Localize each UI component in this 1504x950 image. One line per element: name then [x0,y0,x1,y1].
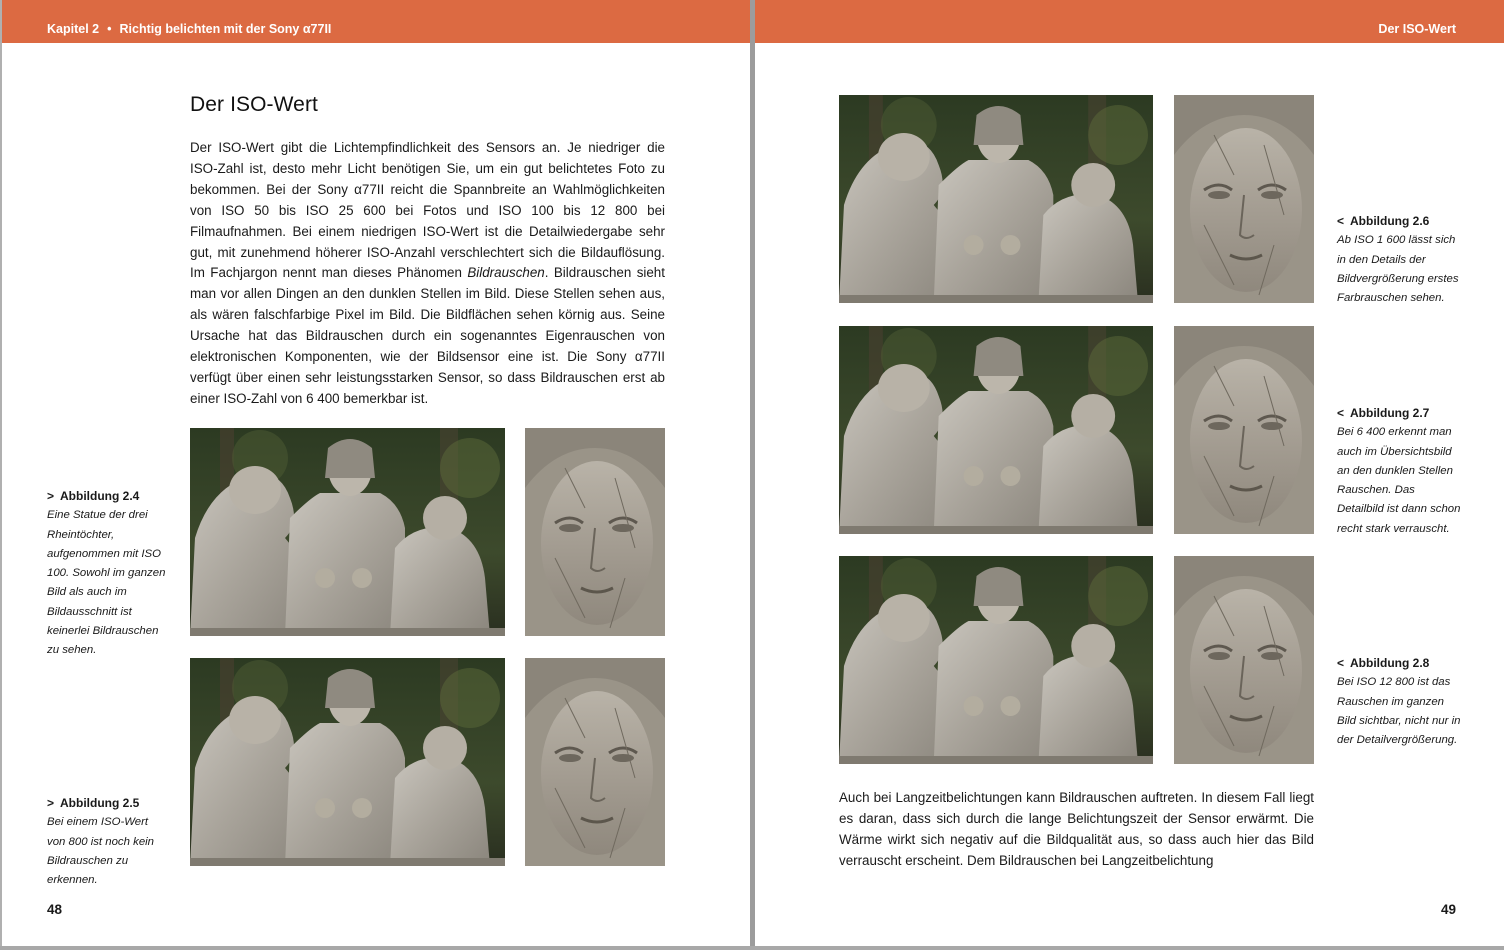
page-number-left: 48 [47,902,63,917]
caption-label-text: Abbildung 2.8 [1350,656,1430,670]
caption-marker: < [1337,214,1345,228]
caption-marker: < [1337,406,1345,420]
caption-label-text: Abbildung 2.6 [1350,214,1430,228]
right-page [755,0,1504,947]
figure-2-5-overview-photo [190,658,505,866]
caption-label [1337,654,1462,673]
chapter-title: Richtig belichten mit der Sony α77II [119,22,332,36]
figure-2-8-overview-photo [839,556,1153,764]
body-text-part: Der ISO-Wert gibt die Lichtempfindlichkeit des Sensors an. Je niedriger die ISO-Zahl ist, desto mehr Licht benötigen Sie, um ein gut belichtetes Foto zu bekommen. Bei der Sony α77II reicht die Spannbreite an Wahlmöglichkeiten von ISO 50 bis ISO 25 600 bei Fotos und ISO 100 bis 12 800 bei Filmaufnahmen. Bei einem niedrigen ISO-Wert ist die Detailwiedergabe sehr gut, mit zunehmend höherer ISO-Anzahl verschlechtert sich die Bildauflösung. Im Fachjargon nennt man dieses Phänomen [190,140,665,281]
body-text-part: . Bildrauschen sieht man vor allen Dingen an den dunklen Stellen im Bild. Diese Stellen sehen aus, als wären falschfarbige Pixel im Bild. Die Bildflächen sehen körnig aus. Seine Ursache hat das Bildrauschen durch ein sogenanntes Eigenrauschen von elektronischen Komponenten, wie der Bildsensor eine ist. Die Sony α77II verfügt über einen sehr leistungsstarken Sensor, so dass Bildrauschen erst ab einer ISO-Zahl von 6 400 bemerkbar ist. [190,265,665,406]
figure-2-6-detail-photo [1174,95,1314,303]
caption-figure-2-6 [1337,212,1462,308]
page-edge-bottom [0,946,1504,950]
left-page [0,0,750,947]
body-text-emphasis: Bildrauschen [467,265,545,281]
caption-label [47,487,169,506]
body-text-left [190,138,665,410]
header-separator: • [107,22,112,36]
figure-2-7-detail-photo [1174,326,1314,534]
caption-text: Eine Statue der drei Rheintöchter, aufgenommen mit ISO 100. Sowohl im ganzen Bild als auch im Bildausschnitt ist keinerlei Bildrauschen zu sehen. [47,509,166,657]
caption-label [47,794,169,813]
figure-2-4-detail-photo [525,428,665,636]
caption-label-text: Abbildung 2.4 [60,489,140,503]
section-header [755,0,1504,43]
caption-figure-2-5 [47,794,169,890]
caption-marker: < [1337,656,1345,670]
caption-label-text: Abbildung 2.7 [1350,406,1430,420]
caption-figure-2-7 [1337,404,1462,539]
caption-text: Bei einem ISO-Wert von 800 ist noch kein Bildrauschen zu erkennen. [47,816,155,887]
caption-text: Bei 6 400 erkennt man auch im Übersichtsbild an den dunklen Stellen Rauschen. Das Detailbild ist dann schon recht stark verrauscht. [1337,426,1461,535]
figure-2-6-overview-photo [839,95,1153,303]
caption-text: Ab ISO 1 600 lässt sich in den Details der Bildvergrößerung erstes Farbrauschen sehen. [1337,234,1459,305]
caption-marker: > [47,796,55,810]
page-number-right: 49 [1441,902,1457,917]
chapter-number: Kapitel 2 [47,22,100,36]
caption-text: Bei ISO 12 800 ist das Rauschen im ganzen Bild sichtbar, nicht nur in der Detailvergrößerung. [1337,676,1461,747]
caption-figure-2-8 [1337,654,1462,750]
caption-figure-2-4 [47,487,169,661]
body-text-right: Auch bei Langzeitbelichtungen kann Bildrauschen auftreten. In diesem Fall liegt es daran, dass sich durch die lange Belichtungszeit der Sensor erwärmt. Die Wärme wirkt sich negativ auf die Bildqualität aus, so dass auch hier das Bild verrauscht erscheint. Dem Bildrauschen bei Langzeitbelichtung [839,790,1314,868]
figure-2-8-detail-photo [1174,556,1314,764]
figure-2-7-overview-photo [839,326,1153,534]
caption-marker: > [47,489,55,503]
caption-label [1337,404,1462,423]
figure-2-4-overview-photo [190,428,505,636]
figure-2-5-detail-photo [525,658,665,866]
caption-label [1337,212,1462,231]
page-edge-left [0,0,2,950]
caption-label-text: Abbildung 2.5 [60,796,140,810]
section-title: Der ISO-Wert [1378,22,1456,36]
chapter-header [0,0,750,43]
section-heading: Der ISO-Wert [190,93,318,116]
